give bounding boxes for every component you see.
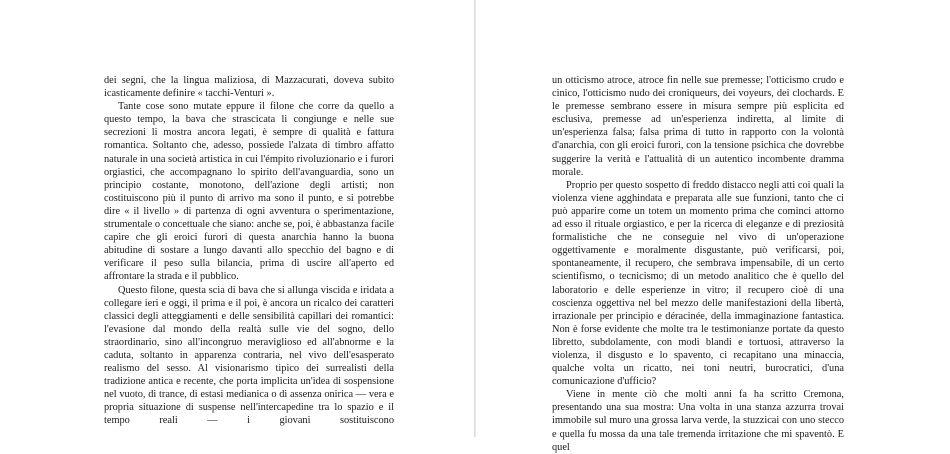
right-page-text [552, 74, 844, 454]
paragraph: dei segni, che la lingua maliziosa, di Mazzacurati, doveva subito icasticamente definire « tacchi-Venturi ». [104, 75, 394, 100]
left-page [0, 0, 474, 437]
paragraph: Viene in mente ciò che molti anni fa ha scritto Cremona, presentando una sua mostra: Una volta in una stanza azzurra trovai immobile sul muro una grossa larva verde, la stuzzicai con uno stecco e quella fu mossa da una tale tremenda irritazione che mi spaventò. E quel [552, 389, 844, 453]
right-page [476, 0, 950, 453]
left-page-text [104, 74, 394, 428]
paragraph: Proprio per questo sospetto di freddo distacco negli atti coi quali la violenza viene agghindata e preparata alle sue funzioni, tanto che ci può apparire come un totem un momento prima che cominci attorno ad esso il rituale orgiastico, e per la ricerca di eleganze e di preziosità formalistiche che ne conseguie nel vivo di un'operazione oggettivamente e moralmente disgustante, può verificarsi, poi, spontaneamente, il recupero, che sembrava impensabile, di un certo scientifismo, o tecnicismo; di un metodo analitico che è quello del laboratorio e delle esperienze in vitro; il recupero cioè di una coscienza oggettiva nel bel mezzo delle manifestazioni della libertà, irrazionale per principio e déracinée, della immaginazione fantastica. Non è forse evidente che molte tra le testimonianze portate da questo libretto, subdolamente, con modi blandi e tortuosi, attraverso la violenza, il disgusto e lo spavento, ci recapitano una minaccia, qualche volta un ricatto, nei toni neutri, burocratici, d'una comunicazione d'ufficio? [552, 179, 844, 388]
paragraph: Questo filone, questa scia di bava che si allunga viscida e iridata a collegare ieri e oggi, il prima e il poi, è ancora un ricalco dei caratteri classici degli atteggiamenti e delle sensibilità capillari dei romantici: l'evasione dal mondo della realtà sulle vie del sogno, dello straordinario, sino all'incongruo meraviglioso ed all'abnorme e la caduta, soltanto in apparenza contraria, nel vivo dell'esasperato realismo del sesso. Al visionarismo tipico dei surrealisti della tradizione antica e recente, che porta implicita un'idea di sospensione nel vuoto, di trance, di estasi medianica o di assenza onirica — vera e propria situazione di suspense nell'intercapedine tra lo spazio e il tempo reali — i giovani sostituiscono [104, 284, 394, 427]
paragraph: Tante cose sono mutate eppure il filone che corre da quello a questo tempo, la bava che strascicata li congiunge e nelle sue secrezioni li mostra ancora legati, è sempre di qualità e fattura romantica. Soltanto che, adesso, possiede l'alzata di timbro affatto naturale in una società artistica in cui l'émpito rivoluzionario e i furori orgiastici, che accompagnano lo spirito dell'avanguardia, sono un principio costante, monotono, dell'azione degli artisti; non costituiscono più il punto di arrivo ma sono il punto, e si potrebbe dire « il livello » di partenza di ogni avventura o sperimentazione, strumentale o concettuale che siano: anche se, poi, è abbastanza facile capire che gli eroici furori di questa anarchia hanno la buona abitudine di sostare a lungo davanti allo specchio del bagno e di verificare il peso sulla bilancia, prima di uscire all'aperto ed affrontare la strada e il pubblico. [104, 101, 394, 283]
paragraph: un otticismo atroce, atroce fin nelle sue premesse; l'otticismo crudo e cinico, l'otticismo nudo dei croniqueurs, dei voyeurs, dei clochards. E le premesse sembrano essere in misura sempre più esplicita ed esclusiva, premesse ad un'esperienza indiretta, al limite di un'esperienza falsa; falsa prima di tutto in rapporto con la volontà d'anarchia, con gli eroici furori, con la tensione psichica che dovrebbe suggerire la verità e l'attualità di un autentico incombente dramma morale. [552, 75, 844, 178]
